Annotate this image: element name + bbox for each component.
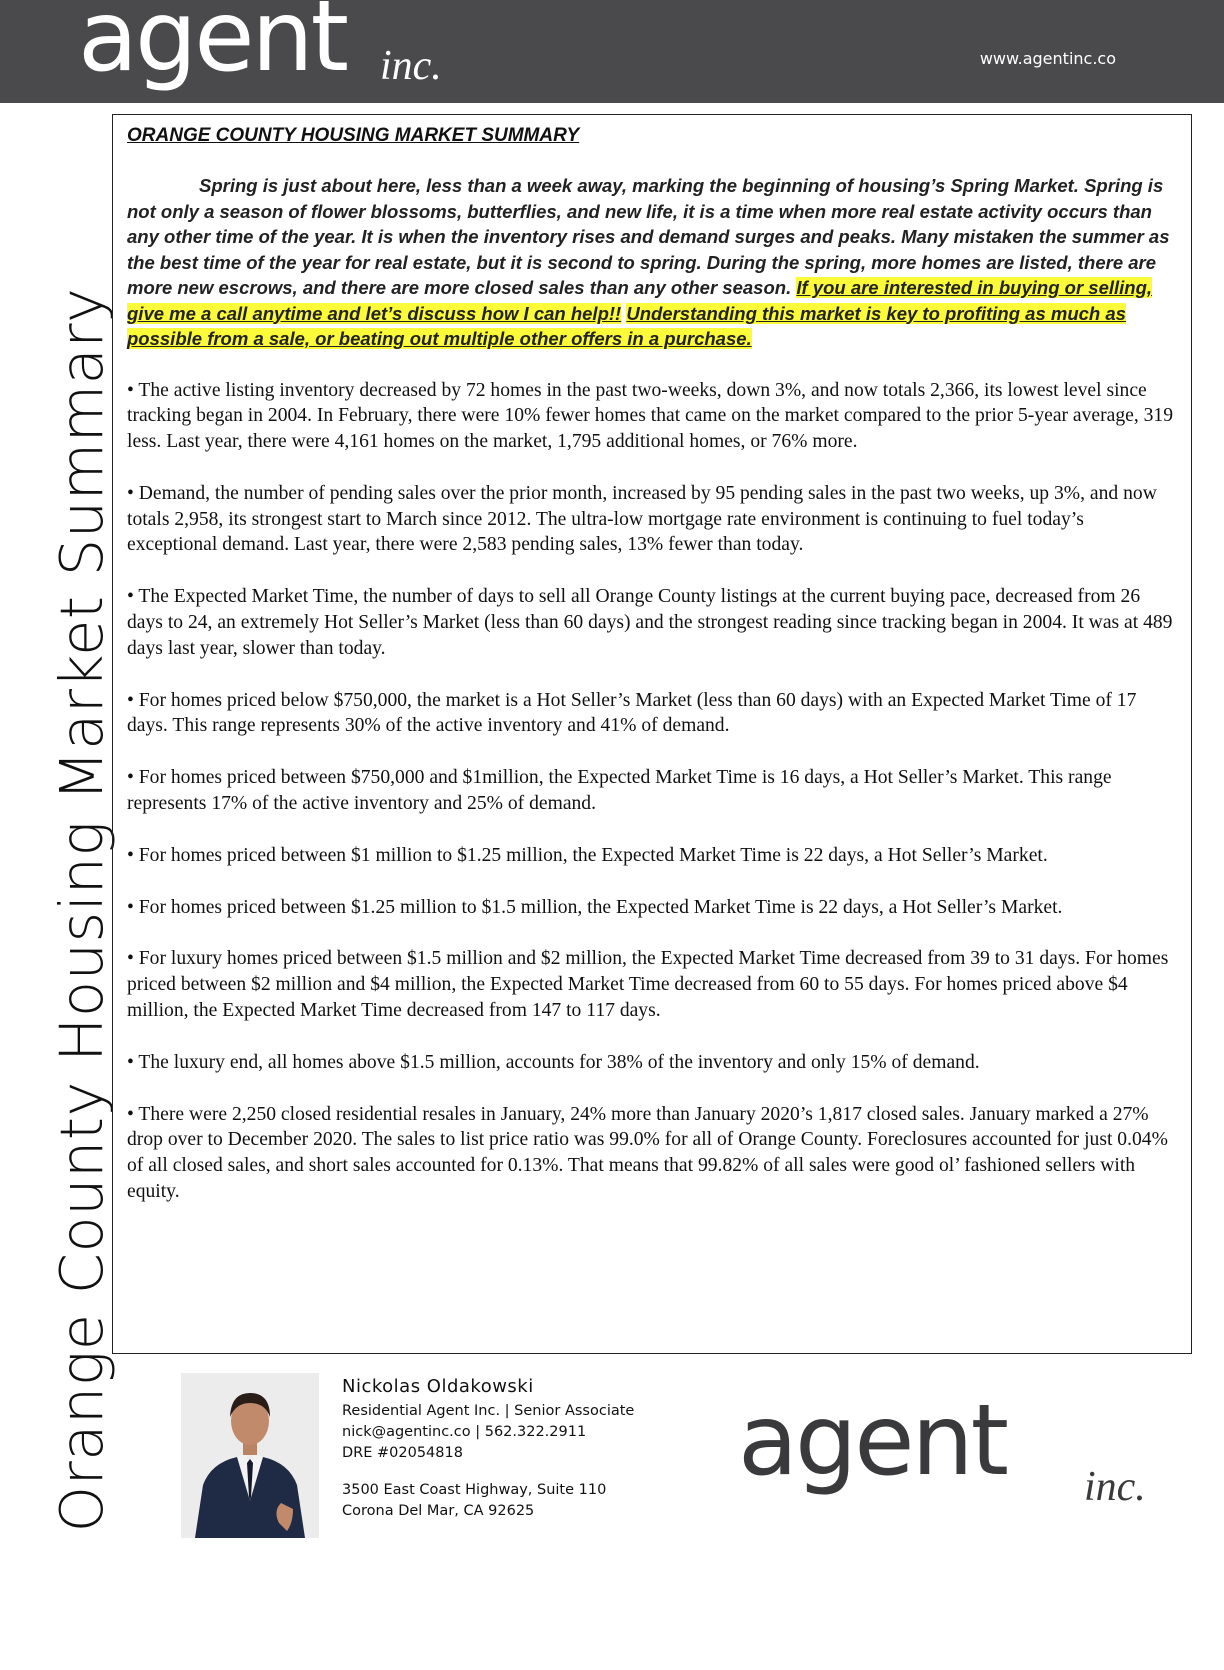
agent-headshot-illustration [181, 1373, 319, 1538]
intro-highlight-call: If you are interested in buying or selling, give me a call anytime and let’s discuss how I can help!! [127, 277, 1153, 324]
document-title: ORANGE COUNTY HOUSING MARKET SUMMARY [127, 125, 580, 146]
agent-name: Nickolas Oldakowski [342, 1376, 534, 1397]
agent-headshot-photo [181, 1373, 319, 1538]
intro-paragraph [127, 173, 1177, 352]
agent-email-phone[interactable]: nick@agentinc.co | 562.322.2911 [342, 1424, 587, 1440]
bullet-1m-1-25m: • For homes priced between $1 million to $1.25 million, the Expected Market Time is 22 days, a Hot Seller’s Market. [127, 844, 1048, 866]
market-summary-box [112, 114, 1192, 1354]
bullet-expected-market-time: • The Expected Market Time, the number of days to sell all Orange County listings at the current buying pace, decreased from 26 days to 24, an extremely Hot Seller’s Market (less than 60 days) and the strongest reading since tracking began in 2004. It was at 489 days last year, slower than today. [127, 586, 1173, 659]
bullet-inventory: • The active listing inventory decreased by 72 homes in the past two-weeks, down 3%, and now totals 2,366, its lowest level since tracking began in 2004. In February, there were 10% fewer homes that came on the market compared to the prior 5-year average, 319 less. Last year, there were 4,161 homes on the market, 1,795 additional homes, or 76% more. [127, 379, 1174, 453]
office-address-line1: 3500 East Coast Highway, Suite 110 [342, 1482, 607, 1498]
intro-text: Spring is just about here, less than a week away, marking the beginning of housing’s Spring Market. Spring is not only a season of flower blossoms, butterflies, and new life, it is a time when more real estate activity occurs than any other time of the year. It is when the inventory rises and demand surges and peaks. Many mistaken the summer as the best time of the year for real estate, but it is second to spring. During the spring, more homes are listed, there are more new escrows, and there are more closed sales than any other season. [127, 175, 1170, 298]
agent-logo-top-suffix: inc. [380, 43, 442, 89]
side-vertical-title: Orange County Housing Market Summary [47, 287, 116, 1533]
office-address-line2: Corona Del Mar, CA 92625 [342, 1503, 535, 1519]
bullet-below-750k: • For homes priced below $750,000, the market is a Hot Seller’s Market (less than 60 days) with an Expected Market Time of 17 days. This range represents 30% of the active inventory and 41% of demand. [127, 689, 1137, 737]
agent-title: Residential Agent Inc. | Senior Associate [342, 1403, 635, 1419]
bullet-demand: • Demand, the number of pending sales over the prior month, increased by 95 pending sales in the past two weeks, up 3%, and now totals 2,958, its strongest start to March since 2012. The ultra-low mortgage rate environment is continuing to fuel today’s exceptional demand. Last year, there were 2,583 pending sales, 13% fewer than today. [127, 482, 1157, 556]
agent-dre-number: DRE #02054818 [342, 1445, 463, 1461]
agent-logo-top: agent [78, 0, 347, 94]
bullet-1-25m-1-5m: • For homes priced between $1.25 million to $1.5 million, the Expected Market Time is 22 days, a Hot Seller’s Market. [127, 896, 1063, 918]
agent-logo-bottom-suffix: inc. [1084, 1464, 1146, 1510]
bullet-luxury-end: • The luxury end, all homes above $1.5 million, accounts for 38% of the inventory and only 15% of demand. [127, 1051, 980, 1073]
agent-logo-bottom: agent [738, 1384, 1007, 1498]
website-url[interactable]: www.agentinc.co [979, 49, 1116, 68]
bullet-closed-sales: • There were 2,250 closed residential resales in January, 24% more than January 2020’s 1,817 closed sales. January marked a 27% drop over to December 2020. The sales to list price ratio was 99.0% for all of Orange County. Foreclosures accounted for just 0.04% of all closed sales, and short sales accounted for 0.13%. That means that 99.82% of all sales were good ol’ fashioned sellers with equity. [127, 1103, 1168, 1203]
header-bar [0, 0, 1224, 103]
intro-highlight-understanding: Understanding this market is key to profiting as much as possible from a sale, or beating out multiple other offers in a purchase. [127, 302, 1126, 349]
agent-contact-block [342, 1376, 634, 1522]
bullet-luxury-ranges: • For luxury homes priced between $1.5 million and $2 million, the Expected Market Time decreased from 39 to 31 days. For homes priced between $2 million and $4 million, the Expected Market Time decreased from 60 to 55 days. For homes priced above $4 million, the Expected Market Time decreased from 147 to 117 days. [127, 948, 1169, 1022]
bullet-750k-1m: • For homes priced between $750,000 and $1million, the Expected Market Time is 16 days, a Hot Seller’s Market. This range represents 17% of the active inventory and 25% of demand. [127, 767, 1112, 815]
